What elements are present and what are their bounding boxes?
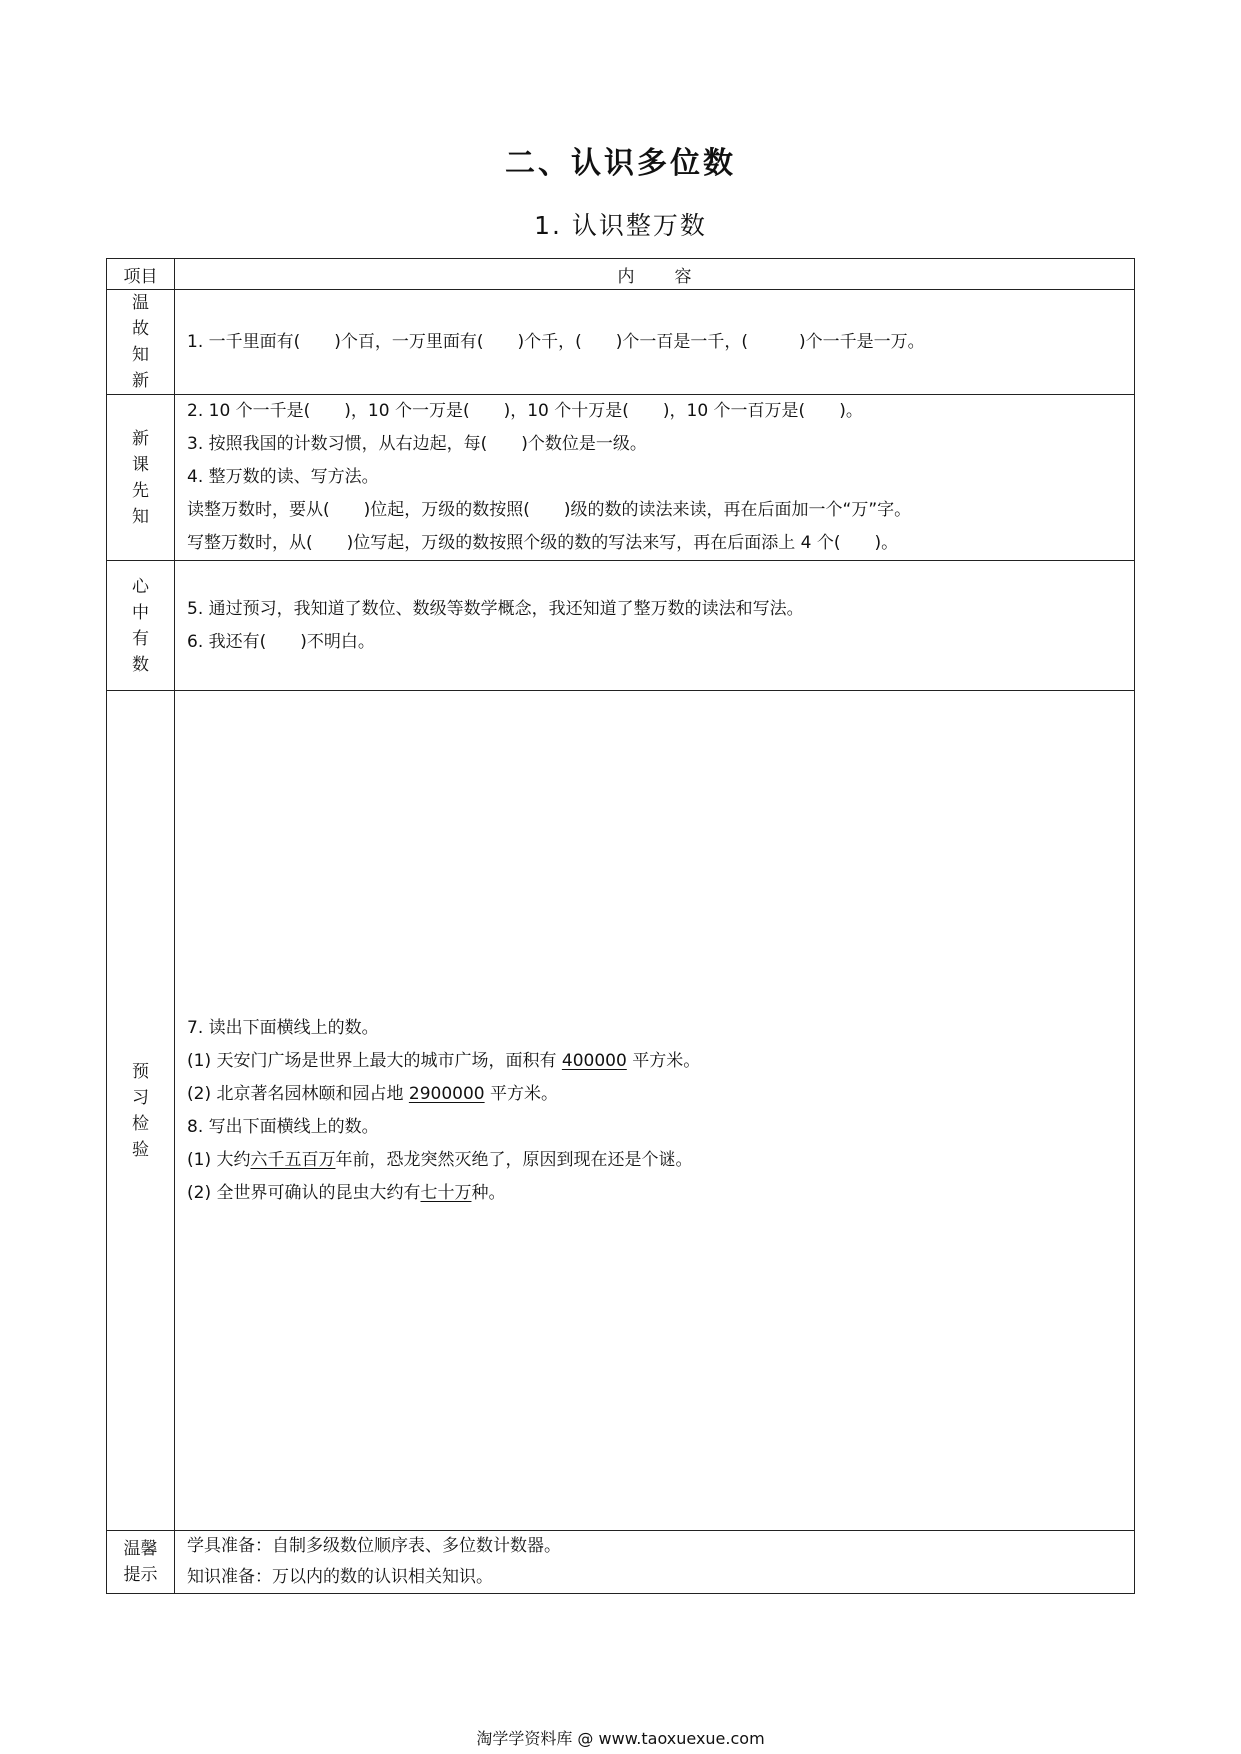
section-label-preview: 新 课 先 知 — [107, 395, 175, 561]
question-8: 8. 写出下面横线上的数。 — [187, 1116, 379, 1137]
question-1: 1. 一千里面有( )个百，一万里面有( )个千，( )个一百是一千，( )个一千是一万。 — [187, 331, 925, 352]
footer-watermark: 淘学学资料库 @ www.taoxuexue.com — [476, 1729, 765, 1748]
question-5: 5. 通过预习，我知道了数位、数级等数学概念，我还知道了整万数的读法和写法。 — [187, 598, 804, 619]
underlined-number: 400000 — [561, 1050, 627, 1071]
underlined-number: 2900000 — [408, 1083, 485, 1104]
worksheet-table — [106, 258, 1135, 1594]
section-tips — [107, 1531, 1135, 1594]
header-item: 项目 — [107, 259, 175, 290]
question-4-read: 读整万数时，要从( )位起，万级的数按照( )级的数的读法来读，再在后面加一个“万”字。 — [187, 500, 912, 520]
section-content-check — [175, 691, 1135, 1531]
question-7-1: (1) 天安门广场是世界上最大的城市广场，面积有 400000 平方米。 — [187, 1050, 701, 1071]
section-preview — [107, 395, 1135, 561]
question-2: 2. 10 个一千是( )，10 个一万是( )，10 个十万是( )，10 个一百万是( )。 — [187, 401, 863, 421]
question-8-1: (1) 大约六千五百万年前，恐龙突然灭绝了，原因到现在还是个谜。 — [187, 1149, 693, 1170]
section-content-review — [175, 290, 1135, 395]
underlined-number: 七十万 — [420, 1182, 472, 1203]
section-label-review: 温 故 知 新 — [107, 290, 175, 395]
tip-knowledge: 知识准备：万以内的数的认识相关知识。 — [187, 1567, 493, 1587]
section-reflect — [107, 561, 1135, 691]
question-8-2: (2) 全世界可确认的昆虫大约有七十万种。 — [187, 1182, 506, 1203]
section-content-tips — [175, 1531, 1135, 1594]
section-content-preview — [175, 395, 1135, 561]
question-7-2: (2) 北京著名园林颐和园占地 2900000 平方米。 — [187, 1083, 559, 1104]
page-title: 二、认识多位数 — [505, 146, 736, 181]
tip-tools: 学具准备：自制多级数位顺序表、多位数计数器。 — [187, 1536, 561, 1556]
section-content-reflect — [175, 561, 1135, 691]
question-7: 7. 读出下面横线上的数。 — [187, 1017, 379, 1038]
question-3: 3. 按照我国的计数习惯，从右边起，每( )个数位是一级。 — [187, 434, 647, 454]
section-label-tips: 温馨 提示 — [107, 1531, 175, 1594]
section-review — [107, 290, 1135, 395]
section-check — [107, 691, 1135, 1531]
table-header-row — [107, 259, 1135, 290]
lesson-title: 1. 认识整万数 — [534, 211, 707, 240]
section-label-reflect: 心 中 有 数 — [107, 561, 175, 691]
question-4: 4. 整万数的读、写方法。 — [187, 467, 379, 487]
section-label-check: 预 习 检 验 — [107, 691, 175, 1531]
underlined-number: 六千五百万 — [250, 1149, 336, 1170]
question-6: 6. 我还有( )不明白。 — [187, 631, 375, 652]
question-4-write: 写整万数时，从( )位写起，万级的数按照个级的数的写法来写，再在后面添上 4 个( )。 — [187, 533, 899, 553]
header-content: 内容 — [175, 259, 1135, 290]
